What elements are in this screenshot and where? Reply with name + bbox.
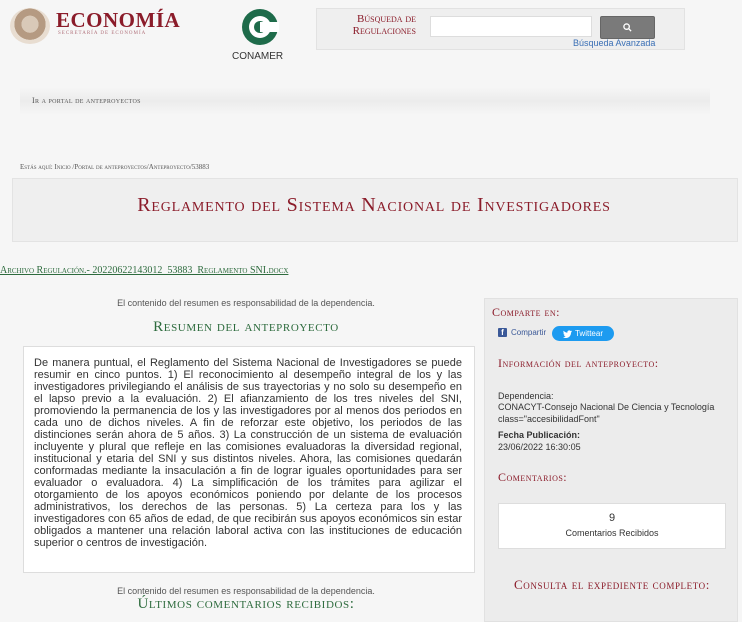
- comments-count-box: [498, 503, 726, 549]
- responsibility-note-bottom: El contenido del resumen es responsabilidad de la dependencia.: [117, 586, 375, 596]
- fecha-label: Fecha Publicación:: [498, 430, 581, 440]
- page-title: Reglamento del Sistema Nacional de Investigadores: [137, 194, 611, 216]
- comments-heading: Comentarios:: [498, 470, 568, 484]
- conamer-label: CONAMER: [232, 51, 284, 62]
- comments-count-label: Comentarios Recibidos: [565, 528, 659, 538]
- breadcrumb: Estás aquí: Inicio /Portal de anteproyectos/Anteproyecto/53883: [20, 163, 210, 171]
- fecha-value: 23/06/2022 16:30:05: [498, 442, 581, 452]
- summary-heading: Resumen del anteproyecto: [153, 319, 339, 335]
- dependencia-value: CONACYT-Consejo Nacional De Ciencia y Tecnología: [498, 402, 715, 412]
- comments-count: 9: [608, 512, 616, 524]
- regulation-file-link[interactable]: Archivo Regulación.- 20220622143012_53883_Reglamento SNI.docx: [0, 265, 289, 276]
- economia-logo-subtitle: SECRETARÍA DE ECONOMÍA: [58, 31, 147, 36]
- project-info-heading: Información del anteproyecto:: [498, 356, 659, 370]
- latest-comments-heading: Últimos comentarios recibidos:: [137, 596, 355, 612]
- share-heading: Comparte en:: [492, 305, 561, 319]
- advanced-search-link[interactable]: Búsqueda Avanzada: [573, 38, 656, 48]
- responsibility-note: El contenido del resumen es responsabilidad de la dependencia.: [117, 298, 375, 308]
- facebook-icon[interactable]: f: [498, 328, 507, 337]
- search-label: [328, 13, 416, 37]
- twitter-share-button[interactable]: [552, 326, 614, 341]
- facebook-share-link[interactable]: Compartir: [511, 328, 547, 337]
- mexico-seal-logo: [10, 8, 50, 44]
- conamer-logo-icon[interactable]: [241, 8, 279, 46]
- info-sidebar: [484, 298, 738, 622]
- search-label-line1: Búsqueda de: [357, 13, 416, 25]
- search-button[interactable]: [600, 16, 655, 39]
- twitter-bird-icon: [563, 330, 572, 338]
- summary-text: De manera puntual, el Reglamento del Sistema Nacional de Investigadores se puede resumir en cinco puntos. 1) El reconocimiento al desempeño integral de los y las investigadores privilegiando el análisis de sus trayectorias y no solo su desempeño en el lapso previo a la evaluación. 2) El afianzamiento de los tres niveles del SNI, promoviendo la permanencia de los y las investigadores por al menos dos periodos en cada uno de dichos niveles. A fin de reforzar este objetivo, los periodos de las distinciones serán ahora de 5 años. 3) La construcción de un sistema de evaluación incluyente y plural que refleje en las comisiones evaluadoras la diversidad regional, institucional y etaria del SNI y sus distintos niveles. Ahora, las comisiones quedarán conformadas mediante la insaculación a fin de lograr iguales oportunidades para ser evaluador o evaluadora. 4) La simplificación de los trámites para agilizar el otorgamiento de los apoyos económicos poniendo por delante de los procesos administrativos, los derechos de las personas. 5) La certeza para los y las investigadores con 65 años de edad, de que recibirán sus apoyos económicos sin estar obligados a mantener una relación laboral activa con las instituciones de educación superior o centros de investigación.: [34, 357, 462, 549]
- dependencia-label: Dependencia:: [498, 391, 554, 401]
- search-input[interactable]: [430, 16, 592, 37]
- search-icon: [623, 23, 632, 32]
- full-record-link[interactable]: Consulta el expediente completo:: [513, 577, 710, 592]
- dependencia-attr-text: class="accesibilidadFont": [498, 414, 600, 424]
- search-label-line2: Regulaciones: [352, 25, 416, 37]
- portal-anteproyectos-link[interactable]: Ir a portal de anteproyectos: [32, 96, 141, 105]
- economia-logo-text[interactable]: ECONOMÍA: [56, 8, 181, 32]
- twitter-label: Twittear: [574, 329, 603, 338]
